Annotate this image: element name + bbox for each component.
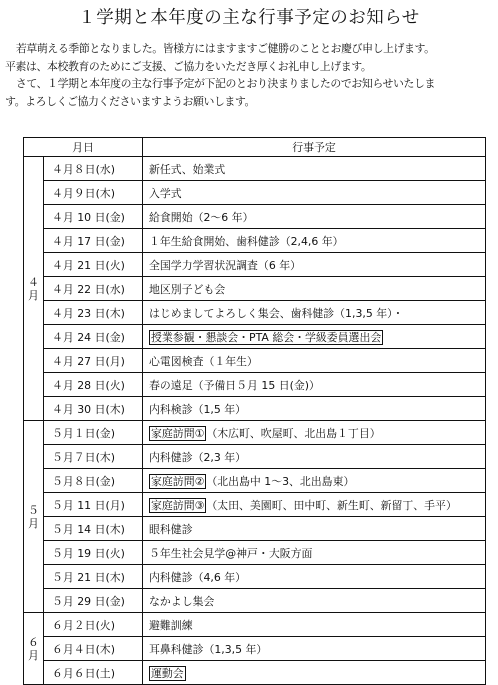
event-cell [143,661,486,685]
event-cell: 眼科健診 [143,517,486,541]
table-row [24,613,486,637]
event-cell: 内科検診（1,5 年） [143,397,486,421]
event-cell: なかよし集会 [143,589,486,613]
event-detail: （北出島中 1〜3、北出島東） [206,474,355,488]
intro-line: す。よろしくご協力くださいますようお願いします。 [5,94,256,108]
table-row [24,637,486,661]
boxed-event-label: 授業参観・懇談会・PTA 総会・学級委員選出会 [151,330,382,344]
event-cell: はじめましてよろしく集会、歯科健診（1,3,5 年）・ [143,301,486,325]
date-cell: ４月 30 日(木) [44,397,143,421]
date-cell: ４月 10 日(金) [44,205,143,229]
date-cell: ６月２日(火) [44,613,143,637]
boxed-event-label: 家庭訪問③ [151,498,205,512]
intro-text [5,40,493,110]
table-row [24,373,486,397]
table-row [24,493,486,517]
event-cell: １年生給食開始、歯科健診（2,4,6 年） [143,229,486,253]
date-cell: ４月９日(木) [44,181,143,205]
date-cell: ４月 24 日(金) [44,325,143,349]
event-cell: 心電図検査（１年生） [143,349,486,373]
event-cell: 内科健診（4,6 年） [143,565,486,589]
table-row [24,469,486,493]
month-digit: ６ [28,635,39,649]
event-cell: 内科健診（2,3 年） [143,445,486,469]
date-cell: ５月 29 日(金) [44,589,143,613]
event-cell [143,493,486,517]
table-row [24,541,486,565]
event-cell: 新任式、始業式 [143,157,486,181]
table-row [24,661,486,685]
event-detail: （太田、美園町、田中町、新生町、新留丁、手平） [206,498,457,512]
date-cell: ５月１日(金) [44,421,143,445]
month-cell-april [24,157,44,421]
date-cell: ５月 11 日(月) [44,493,143,517]
date-cell: ５月 21 日(木) [44,565,143,589]
event-cell [143,469,486,493]
date-cell: ４月 17 日(金) [44,229,143,253]
month-cell-june [24,613,44,685]
table-row [24,589,486,613]
date-cell: ４月 23 日(木) [44,301,143,325]
date-cell: ６月４日(木) [44,637,143,661]
table-row [24,205,486,229]
event-detail: （木広町、吹屋町、北出島１丁目） [206,426,381,440]
table-row [24,277,486,301]
date-cell: ５月 19 日(火) [44,541,143,565]
event-cell: 全国学力学習状況調査（6 年） [143,253,486,277]
column-header-date: 月日 [24,138,143,157]
month-digit: ５ [28,503,39,517]
event-cell: 入学式 [143,181,486,205]
event-cell: 地区別子ども会 [143,277,486,301]
table-row [24,253,486,277]
intro-line: 若草萌える季節となりました。皆様方にはますますご健勝のこととお慶び申し上げます。 [15,42,435,55]
event-cell [143,325,486,349]
page-title: １学期と本年度の主な行事予定のお知らせ [78,8,420,28]
table-row [24,445,486,469]
month-suffix: 月 [28,648,39,662]
column-header-event: 行事予定 [143,138,486,157]
table-row [24,397,486,421]
table-row [24,517,486,541]
intro-line: 平素は、本校教育のためにご支援、ご協力をいただき厚くお礼申し上げます。 [5,59,372,73]
table-row [24,181,486,205]
event-cell: ５年生社会見学@神戸・大阪方面 [143,541,486,565]
event-cell [143,421,486,445]
boxed-event-label: 家庭訪問② [151,474,205,488]
month-digit: ４ [28,275,39,289]
date-cell: ４月 27 日(月) [44,349,143,373]
table-row [24,325,486,349]
table-row [24,421,486,445]
table-header-row [24,138,486,157]
event-cell: 耳鼻科健診（1,3,5 年） [143,637,486,661]
boxed-event-label: 家庭訪問① [151,426,205,440]
table-row [24,349,486,373]
event-cell: 給食開始（2〜6 年） [143,205,486,229]
month-suffix: 月 [28,288,39,302]
date-cell: ４月 22 日(水) [44,277,143,301]
month-suffix: 月 [28,516,39,530]
date-cell: ５月 14 日(木) [44,517,143,541]
schedule-table [23,137,486,685]
date-cell: ６月６日(土) [44,661,143,685]
month-cell-may [24,421,44,613]
date-cell: ５月７日(木) [44,445,143,469]
intro-line: さて、１学期と本年度の主な行事予定が下記のとおり決まりましたのでお知らせいたしま [15,77,435,90]
date-cell: ４月 28 日(火) [44,373,143,397]
date-cell: ５月８日(金) [44,469,143,493]
boxed-event-label: 運動会 [151,666,184,680]
table-row [24,301,486,325]
table-row [24,565,486,589]
table-row [24,229,486,253]
event-cell: 避難訓練 [143,613,486,637]
date-cell: ４月８日(水) [44,157,143,181]
date-cell: ４月 21 日(火) [44,253,143,277]
table-row [24,157,486,181]
event-cell: 春の遠足（予備日５月 15 日(金)） [143,373,486,397]
